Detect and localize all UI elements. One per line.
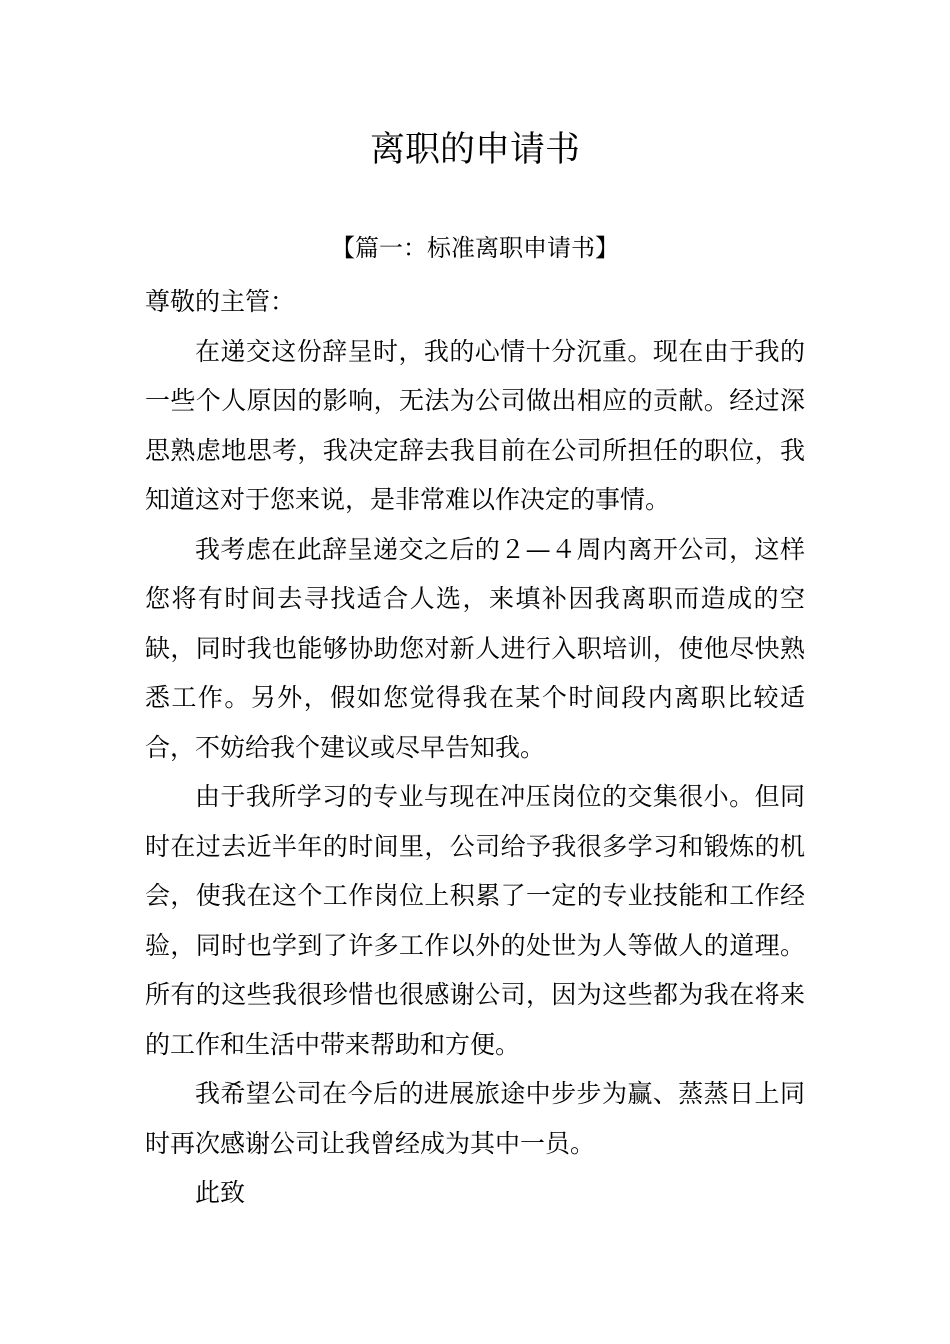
paragraph: 我考虑在此辞呈递交之后的２—４周内离开公司，这样您将有时间去寻找适合人选，来填补因我离职而造成的空缺，同时我也能够协助您对新人进行入职培训，使他尽快熟悉工作。另外，假如您觉得我在某个时间段内离职比较适合，不妨给我个建议或尽早告知我。 [145, 534, 805, 762]
salutation: 尊敬的主管： [145, 287, 296, 316]
paragraph: 由于我所学习的专业与现在冲压岗位的交集很小。但同时在过去近半年的时间里，公司给予我很多学习和锻炼的机会，使我在这个工作岗位上积累了一定的专业技能和工作经验，同时也学到了许多工作以外的处世为人等做人的道理。所有的这些我很珍惜也很感谢公司，因为这些都为我在将来的工作和生活中带来帮助和方便。 [145, 782, 805, 1059]
paragraph: 在递交这份辞呈时，我的心情十分沉重。现在由于我的一些个人原因的影响，无法为公司做出相应的贡献。经过深思熟虑地思考，我决定辞去我目前在公司所担任的职位，我知道这对于您来说，是非常难以作决定的事情。 [145, 336, 805, 514]
closing: 此致 [195, 1178, 246, 1207]
letter-body [145, 277, 805, 1218]
section-heading: 【篇一：标准离职申请书】 [331, 234, 619, 262]
document-title: 离职的申请书 [369, 130, 580, 170]
paragraph: 我希望公司在今后的进展旅途中步步为赢、蒸蒸日上同时再次感谢公司让我曾经成为其中一员。 [145, 1079, 805, 1158]
